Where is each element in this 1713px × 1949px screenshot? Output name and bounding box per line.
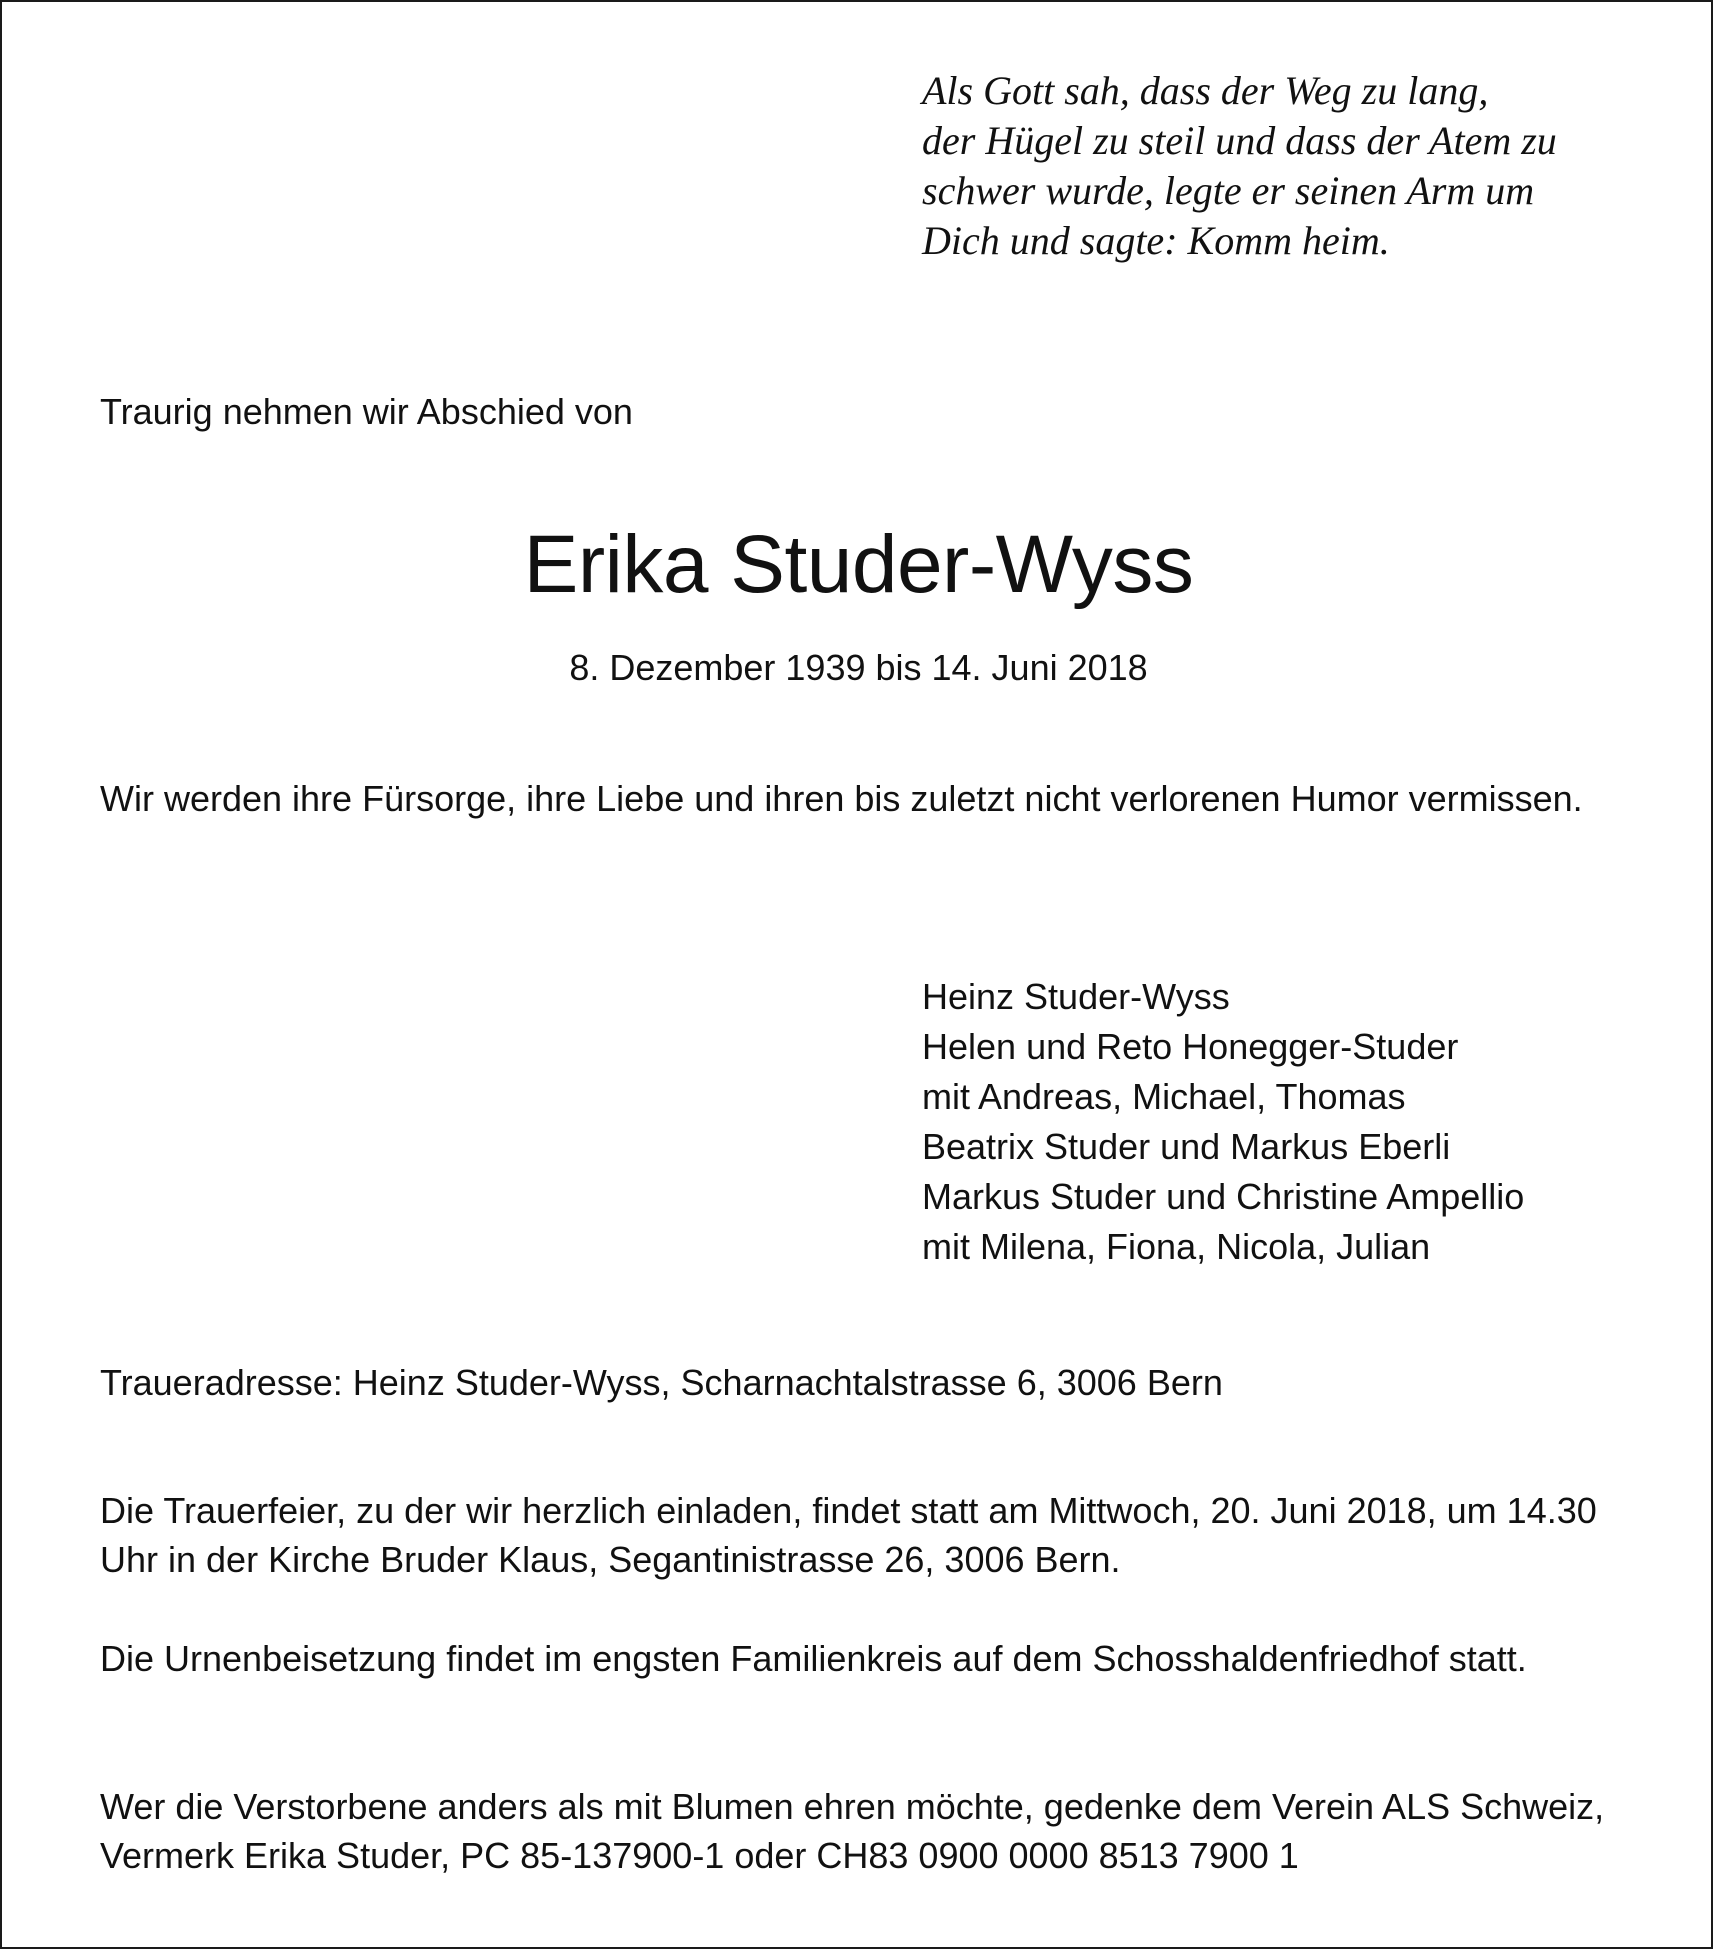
- mourner-line: Helen und Reto Honegger-Studer: [922, 1026, 1459, 1067]
- farewell-intro: Traurig nehmen wir Abschied von: [100, 391, 633, 432]
- quote-line: Dich und sagte: Komm heim.: [922, 218, 1390, 263]
- funeral-service-info: Die Trauerfeier, zu der wir herzlich einladen, findet statt am Mittwoch, 20. Juni 2018, um 14.30 Uhr in der Kirche Bruder Klaus, Segantinistrasse 26, 3006 Bern.: [100, 1490, 1597, 1580]
- quote-line: der Hügel zu steil und dass der Atem zu: [922, 118, 1557, 163]
- mourner-line: Heinz Studer-Wyss: [922, 976, 1230, 1017]
- quote-line: schwer wurde, legte er seinen Arm um: [922, 168, 1535, 213]
- mourning-address: Traueradresse: Heinz Studer-Wyss, Scharnachtalstrasse 6, 3006 Bern: [100, 1362, 1223, 1403]
- mourners-list: [922, 972, 1524, 1272]
- quote-line: Als Gott sah, dass der Weg zu lang,: [922, 68, 1489, 113]
- mourner-line: Markus Studer und Christine Ampellio: [922, 1176, 1525, 1217]
- tribute-text: Wir werden ihre Fürsorge, ihre Liebe und ihren bis zuletzt nicht verlorenen Humor vermissen.: [100, 778, 1583, 819]
- mourner-line: mit Milena, Fiona, Nicola, Julian: [922, 1226, 1431, 1267]
- memorial-quote: [922, 66, 1662, 266]
- life-dates: 8. Dezember 1939 bis 14. Juni 2018: [569, 647, 1148, 688]
- donation-info: Wer die Verstorbene anders als mit Blumen ehren möchte, gedenke dem Verein ALS Schweiz, Vermerk Erika Studer, PC 85-137900-1 oder CH83 0900 0000 8513 7900 1: [100, 1786, 1605, 1876]
- mourner-line: mit Andreas, Michael, Thomas: [922, 1076, 1406, 1117]
- mourner-line: Beatrix Studer und Markus Eberli: [922, 1126, 1451, 1167]
- urn-burial-info: Die Urnenbeisetzung findet im engsten Familienkreis auf dem Schosshaldenfriedhof statt.: [100, 1638, 1527, 1679]
- deceased-name: Erika Studer-Wyss: [523, 519, 1194, 610]
